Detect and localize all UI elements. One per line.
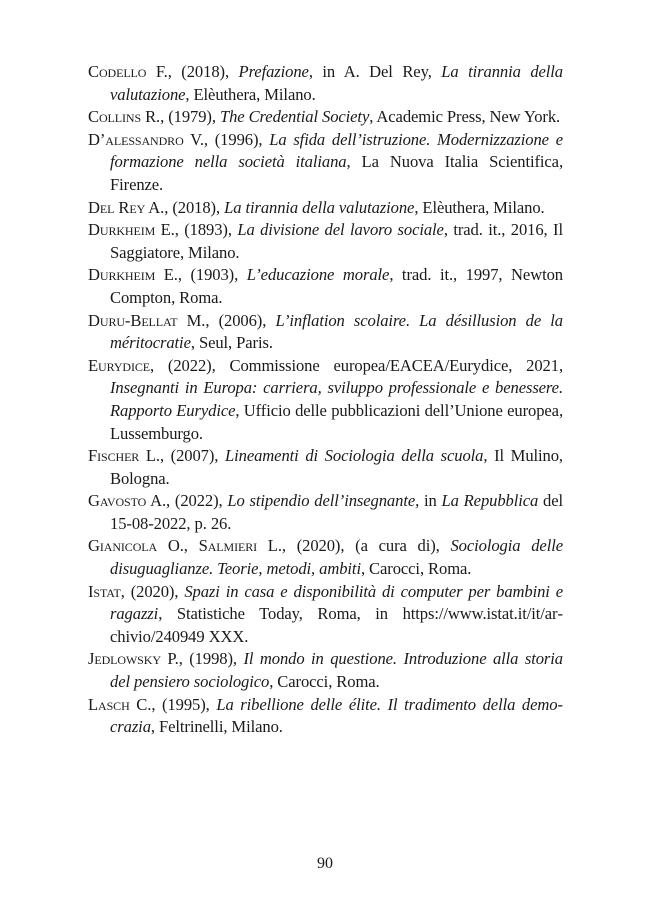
entry-title: The Credential Society <box>219 107 370 127</box>
bibliography-entry <box>88 310 563 355</box>
page-number: 90 <box>317 855 333 872</box>
entry-text: , trad. it., 2016, Il Saggiatore, Milano. <box>110 220 563 262</box>
entry-author: Durkheim E. <box>88 265 178 285</box>
entry-author: Gianicola O., Salmieri L. <box>88 536 282 556</box>
entry-text: , (1893), <box>174 220 238 240</box>
entry-text: , Elèuthera, Milano. <box>185 84 316 104</box>
entry-author: D’alessandro V. <box>88 129 204 149</box>
entry-text: , (2006), <box>205 310 276 330</box>
entry-text: , in A. Del Rey, <box>308 62 442 81</box>
entry-text: , (2018), <box>167 62 239 81</box>
entry-title: Insegnanti in Europa: carriera, sviluppo professionale e benessere. Rapporto Eurydice <box>110 378 563 420</box>
entry-title: Sociologia delle disuguaglianze. Teorie, metodi, ambiti <box>110 536 563 579</box>
bibliography-entry <box>88 106 563 129</box>
bibliography-entry <box>88 129 563 197</box>
bibliography-entry <box>88 490 563 535</box>
entry-author: Codello F. <box>88 62 168 81</box>
entry-title: Spazi in casa e disponibilità di computer per bambini e ragazzi <box>110 581 563 624</box>
entry-text: , (2018), <box>164 197 225 217</box>
entry-text: , Seul, Paris. <box>190 333 273 353</box>
entry-text: del 15-08-2022, p. 26. <box>110 491 564 533</box>
bibliography-list <box>88 61 563 739</box>
entry-text: , Statistiche Today, Roma, in https://www.istat.it/it/archivio/240949 XXX. <box>110 604 563 646</box>
entry-author: Duru-Bellat M. <box>88 310 206 330</box>
entry-text: , Il Mulino, Bologna. <box>110 446 563 488</box>
entry-title: La sfida dell’istruzione. Modernizzazione e formazione nella società italiana <box>110 129 563 172</box>
entry-text: , (2022), <box>166 491 228 511</box>
bibliography-entry <box>88 445 563 490</box>
entry-title: La ribellione delle élite. Il tradimento della democrazia <box>110 694 563 737</box>
bibliography-entry <box>88 694 563 739</box>
entry-text: , (2022), Commissione europea/EACEA/Eurydice, 2021, <box>150 355 563 375</box>
entry-author: Fischer L. <box>88 446 160 466</box>
entry-author: Del Rey A. <box>88 197 165 217</box>
bibliography-entry <box>88 264 563 309</box>
bibliography-entry <box>88 219 563 264</box>
entry-title: Lineamenti di Sociologia della scuola <box>225 446 484 466</box>
entry-author: Durkheim E. <box>88 220 175 240</box>
entry-title: La divisione del lavoro sociale <box>237 220 444 240</box>
entry-author: Lasch C. <box>88 694 152 714</box>
entry-author: Jedlowsky P. <box>88 649 179 669</box>
entry-title: La tirannia della valutazione <box>224 197 415 217</box>
entry-title: L’inflation scolaire. La désillusion de la méritocratie <box>110 310 563 353</box>
entry-author: Gavosto A. <box>88 491 167 511</box>
entry-text: , Carocci, Roma. <box>269 672 380 692</box>
entry-text: , (1996), <box>203 129 270 149</box>
bibliography-entry <box>88 535 563 580</box>
entry-text: , (1903), <box>177 265 247 285</box>
entry-title: L’educazione morale <box>246 265 390 285</box>
entry-title: Lo stipendio dell’insegnante <box>227 491 416 511</box>
entry-text: , Ufficio delle pubblicazioni dell’Unione europea, Lussemburgo. <box>110 400 563 443</box>
entry-text: , (2020), (a cura di), <box>281 536 451 556</box>
entry-text: , Academic Press, New York. <box>369 107 561 127</box>
entry-text: , (1998), <box>178 649 244 669</box>
entry-text: , trad. it., 1997, Newton Compton, Roma. <box>110 265 563 307</box>
entry-text: , Feltrinelli, Milano. <box>150 717 283 737</box>
entry-text: , Elèuthera, Milano. <box>414 197 545 217</box>
bibliography-entry <box>88 581 563 649</box>
bibliography-entry <box>88 648 563 693</box>
entry-author: Istat <box>88 581 121 601</box>
entry-text: , Carocci, Roma. <box>360 559 472 579</box>
bibliography-entry <box>88 197 563 220</box>
entry-author: Collins R. <box>88 107 161 127</box>
entry-author: Eurydice <box>88 355 151 375</box>
entry-title: Il mondo in questione. Introduzione alla storia del pensiero sociologico <box>110 649 563 692</box>
entry-text: , (1979), <box>160 107 220 127</box>
entry-text: , (2007), <box>159 446 225 466</box>
bibliography-entry <box>88 355 563 445</box>
bibliography-entry <box>88 61 563 106</box>
entry-title: La tirannia della valutazione <box>110 62 563 104</box>
entry-title: Prefazione <box>238 62 309 81</box>
entry-text: , (1995), <box>151 694 217 714</box>
entry-title: La Repubblica <box>441 491 539 511</box>
entry-text: , La Nuova Italia Scientifica, Firenze. <box>110 152 563 194</box>
entry-text: , (2020), <box>120 581 185 601</box>
entry-text: , in <box>415 491 442 511</box>
